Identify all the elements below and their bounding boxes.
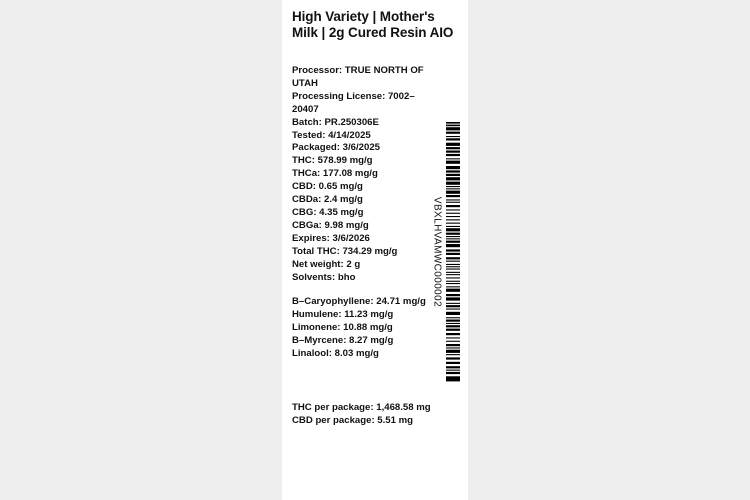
barcode-bar — [446, 143, 460, 146]
barcode-bar — [446, 312, 460, 315]
barcode-bar — [446, 132, 460, 134]
barcode-bar — [446, 188, 460, 189]
thca-line: THCa: 177.08 mg/g — [292, 168, 378, 180]
barcode-bar — [446, 294, 460, 296]
barcode-bar — [446, 372, 460, 374]
barcode-bar — [446, 337, 460, 338]
barcode-bar — [446, 174, 460, 176]
package-totals-block — [292, 402, 432, 428]
barcode-bar — [446, 303, 460, 304]
barcode-bar — [446, 333, 460, 335]
processing-license-line: Processing License: 7002–20407 — [292, 90, 415, 115]
terpene-line: B–Myrcene: 8.27 mg/g — [292, 334, 394, 346]
barcode-bar — [446, 241, 460, 243]
barcode-bar — [446, 354, 460, 355]
product-info-block — [292, 65, 430, 284]
total-thc-line: Total THC: 734.29 mg/g — [292, 245, 398, 257]
barcode-bar — [446, 281, 460, 282]
barcode-bar — [446, 170, 460, 172]
barcode-area — [430, 120, 466, 384]
barcode-bar — [446, 233, 460, 235]
packaged-date-line: Packaged: 3/6/2025 — [292, 142, 381, 154]
barcode-bar — [446, 244, 460, 247]
barcode-bar — [446, 341, 460, 342]
cbg-line: CBG: 4.35 mg/g — [292, 206, 364, 218]
barcode-bar — [446, 177, 460, 180]
batch-line: Batch: PR.250306E — [292, 116, 379, 128]
barcode-bar — [446, 249, 460, 251]
barcode-bar — [446, 344, 460, 346]
barcode-bar — [446, 161, 460, 164]
barcode-bar — [446, 261, 460, 262]
thc-line: THC: 578.99 mg/g — [292, 155, 373, 167]
barcode-bar — [446, 277, 460, 278]
barcode-bar — [446, 125, 460, 127]
barcode-bar — [446, 158, 460, 159]
barcode-bar — [446, 362, 460, 364]
barcode-bar — [446, 347, 460, 348]
barcode-bar — [446, 147, 460, 149]
barcode-bar — [446, 127, 460, 130]
barcode-bar — [446, 320, 460, 322]
solvents-line: Solvents: bho — [292, 271, 356, 283]
cbd-per-package-line: CBD per package: 5.51 mg — [292, 414, 414, 426]
terpene-line: Humulene: 11.23 mg/g — [292, 308, 394, 320]
barcode-bar — [446, 205, 460, 207]
barcode-bar — [446, 216, 460, 217]
product-label — [282, 0, 468, 500]
cbd-line: CBD: 0.65 mg/g — [292, 181, 363, 193]
terpene-line: B–Caryophyllene: 24.71 mg/g — [292, 296, 426, 307]
cbda-line: CBDa: 2.4 mg/g — [292, 194, 363, 206]
barcode-bar — [446, 289, 460, 292]
processor-line: Processor: TRUE NORTH OF UTAH — [292, 65, 424, 89]
barcode-bar — [446, 357, 460, 359]
barcode-bar — [446, 151, 460, 153]
barcode-bar — [446, 264, 460, 265]
barcode-bar — [446, 213, 460, 214]
net-weight-line: Net weight: 2 g — [292, 258, 361, 270]
barcode-bar — [446, 266, 460, 267]
barcode-bar — [446, 323, 460, 324]
barcode-bar — [446, 236, 460, 237]
barcode-bar — [446, 370, 460, 371]
barcode-bar — [446, 228, 460, 231]
barcode-bar — [446, 136, 460, 137]
barcode-bar — [446, 366, 460, 368]
barcode-number-text: VBXLHVAMWC000002 — [431, 196, 443, 308]
barcode-bar — [446, 219, 460, 220]
barcode-bar — [446, 138, 460, 140]
barcode-number — [430, 120, 444, 384]
expires-line: Expires: 3/6/2026 — [292, 232, 370, 244]
barcode-bar — [446, 283, 460, 284]
barcode — [446, 122, 460, 384]
barcode-bar — [446, 269, 460, 270]
barcode-bar — [446, 195, 460, 197]
barcode-bar — [446, 325, 460, 327]
barcode-bar — [446, 122, 460, 124]
barcode-bar — [446, 317, 460, 318]
terpene-line: Linalool: 8.03 mg/g — [292, 347, 379, 359]
thc-per-package-line: THC per package: 1,468.58 mg — [292, 402, 431, 413]
barcode-bar — [446, 182, 460, 185]
barcode-bar — [446, 186, 460, 187]
barcode-bar — [446, 376, 460, 378]
barcode-bar — [446, 238, 460, 239]
barcode-bar — [446, 297, 460, 300]
cbga-line: CBGa: 9.98 mg/g — [292, 219, 369, 231]
barcode-bar — [446, 199, 460, 200]
barcode-bar — [446, 257, 460, 259]
barcode-bar — [446, 226, 460, 227]
tested-date-line: Tested: 4/14/2025 — [292, 129, 371, 141]
barcode-bar — [446, 166, 460, 169]
terpene-block — [292, 296, 430, 361]
barcode-bar — [446, 223, 460, 224]
barcode-bar — [446, 154, 460, 156]
terpene-line: Limonene: 10.88 mg/g — [292, 321, 393, 333]
barcode-bar — [446, 305, 460, 307]
barcode-bar — [446, 329, 460, 331]
barcode-bar — [446, 209, 460, 210]
barcode-bar — [446, 272, 460, 273]
barcode-bar — [446, 286, 460, 287]
product-title: High Variety | Mother's Milk | 2g Cured Resin AIO — [292, 9, 454, 40]
barcode-bar — [446, 253, 460, 255]
barcode-bar — [446, 309, 460, 310]
barcode-bar — [446, 274, 460, 275]
barcode-bar — [446, 202, 460, 203]
barcode-bar — [446, 380, 460, 382]
barcode-bar — [446, 350, 460, 353]
barcode-bar — [446, 191, 460, 194]
